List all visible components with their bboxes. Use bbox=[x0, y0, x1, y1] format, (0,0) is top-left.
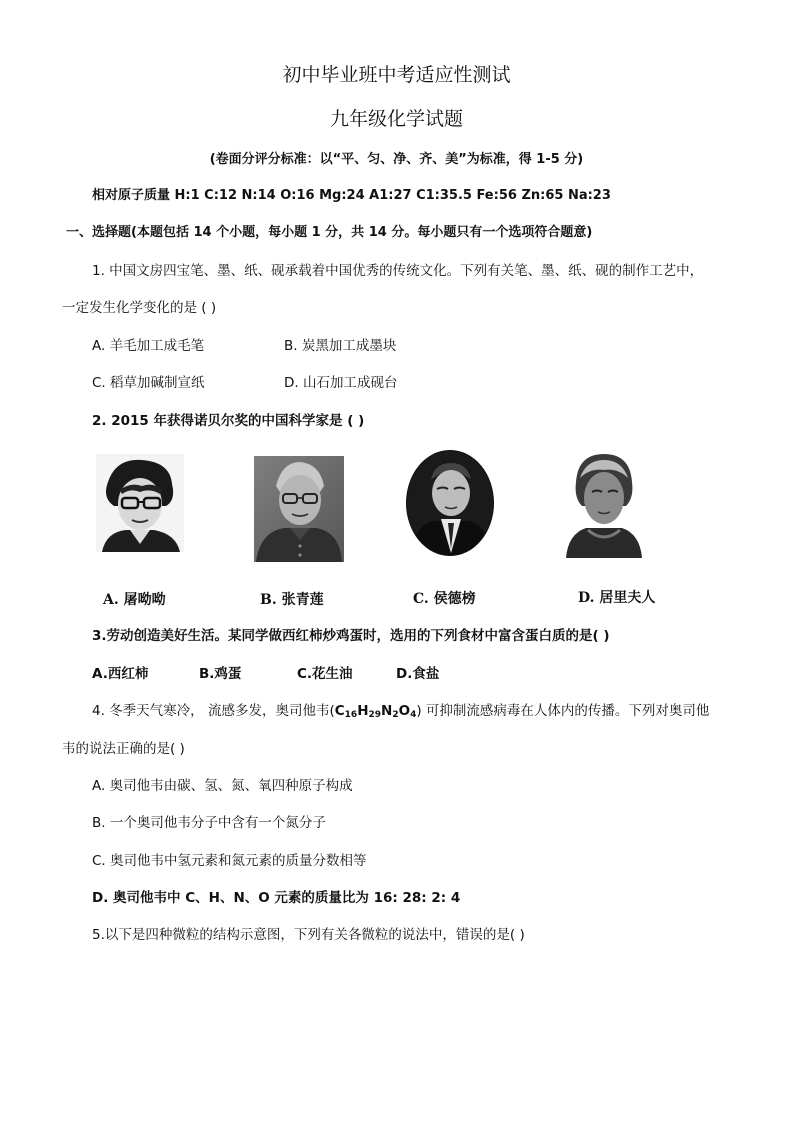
q4-text-line1 bbox=[92, 699, 709, 720]
q2-option-b: B. 张青莲 bbox=[260, 592, 324, 608]
q4-formula: $C_{16}H_{29}N_2O_4$ bbox=[334, 703, 417, 720]
section1-heading: 一、选择题(本题包括 14 个小题，每小题 1 分，共 14 分。每小题只有一个选项符合题意) bbox=[66, 225, 593, 240]
q1-option-b: B. 炭黑加工成墨块 bbox=[284, 338, 397, 354]
q1-text-line1: 1. 中国文房四宝笔、墨、纸、砚承载着中国优秀的传统文化。下列有关笔、墨、纸、砚的制作工艺中， bbox=[92, 263, 704, 279]
q2-option-d: D. 居里夫人 bbox=[578, 590, 656, 606]
q4-option-c: C. 奥司他韦中氢元素和氮元素的质量分数相等 bbox=[92, 853, 367, 869]
portrait-c-image bbox=[405, 449, 495, 557]
q1-option-a: A. 羊毛加工成毛笔 bbox=[92, 338, 205, 354]
exam-subtitle: 九年级化学试题 bbox=[329, 108, 463, 130]
q3-option-b: B.鸡蛋 bbox=[199, 666, 242, 682]
q4-text-post: ) 可抑制流感病毒在人体内的传播。下列对奥司他 bbox=[416, 703, 710, 719]
q2-option-a: A. 屠呦呦 bbox=[103, 592, 166, 608]
q4-text-line2: 韦的说法正确的是( ) bbox=[62, 741, 185, 757]
portrait-a-image bbox=[96, 454, 184, 552]
q1-option-d: D. 山石加工成砚台 bbox=[284, 375, 398, 391]
q2-text: 2. 2015 年获得诺贝尔奖的中国科学家是 ( ) bbox=[92, 413, 365, 429]
exam-title: 初中毕业班中考适应性测试 bbox=[282, 64, 511, 86]
q3-option-d: D.食盐 bbox=[396, 666, 440, 682]
q4-option-a: A. 奥司他韦由碳、氢、氮、氧四种原子构成 bbox=[92, 778, 353, 794]
q2-option-c: C. 侯德榜 bbox=[413, 591, 476, 607]
q3-option-c: C.花生油 bbox=[297, 666, 353, 682]
portrait-d-image bbox=[562, 448, 646, 558]
q3-option-a: A.西红柿 bbox=[92, 666, 149, 682]
q5-text: 5.以下是四种微粒的结构示意图，下列有关各微粒的说法中，错误的是( ) bbox=[92, 927, 525, 943]
q1-option-c: C. 稻草加碱制宣纸 bbox=[92, 375, 205, 391]
q1-text-line2: 一定发生化学变化的是 ( ) bbox=[62, 300, 217, 316]
atomic-mass-line: 相对原子质量 H:1 C:12 N:14 O:16 Mg:24 A1:27 C1:35.5 Fe:56 Zn:65 Na:23 bbox=[92, 188, 611, 203]
q3-text: 3.劳动创造美好生活。某同学做西红柿炒鸡蛋时，选用的下列食材中富含蛋白质的是( ) bbox=[92, 628, 610, 644]
q4-option-d: D. 奥司他韦中 C、H、N、O 元素的质量比为 16: 28: 2: 4 bbox=[92, 890, 461, 906]
q4-option-b: B. 一个奥司他韦分子中含有一个氮分子 bbox=[92, 815, 326, 831]
scoring-note: (卷面分评分标准：以“平、匀、净、齐、美”为标准，得 1-5 分) bbox=[209, 152, 584, 167]
portrait-b-image bbox=[254, 456, 344, 562]
q4-text-pre: 4. 冬季天气寒冷， 流感多发，奥司他韦( bbox=[92, 703, 335, 719]
